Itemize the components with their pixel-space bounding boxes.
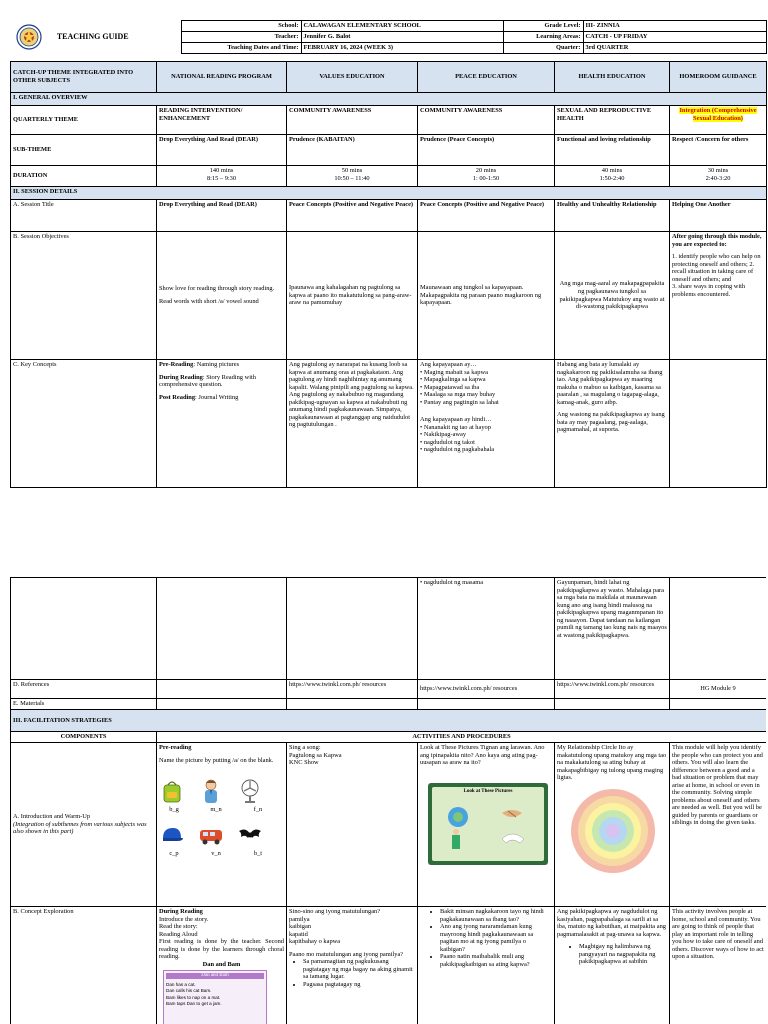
session-title-peace: Peace Concepts (Positive and Negative Peace) bbox=[418, 200, 555, 232]
deped-seal-icon bbox=[16, 24, 42, 50]
ref-peace[interactable]: https://www.twinkl.com.ph/ resources bbox=[418, 680, 555, 699]
qt-homeroom bbox=[670, 106, 767, 135]
story-card-title: Dan and Bam bbox=[166, 973, 264, 979]
intro-label-cell bbox=[11, 743, 157, 907]
ref-values[interactable]: https://www.twinkl.com.ph/ resources bbox=[287, 680, 418, 699]
van-icon bbox=[198, 822, 224, 848]
st-homeroom: Respect /Concern for others bbox=[670, 135, 767, 166]
references-label: D. References bbox=[11, 680, 157, 699]
areas-label: Learning Areas: bbox=[503, 32, 583, 43]
blank-row-1: b_g m_n f_n bbox=[169, 806, 263, 814]
concept-peace: • Bakit minsan nagkakaroon tayo ng hindi pagkakaunawaan sa ibang tao? • Ano ang iyong nararamdaman kung mayroong hindi pagkakaunawaan sa pagitan mo at ng iyong pamilya o kaibigan? • Paano natin maibabalik muli ang pakikipagkaibigan sa ating kapwa? bbox=[418, 907, 555, 1024]
dur-health: 40 mins 1:50-2:40 bbox=[555, 166, 670, 187]
continued-values bbox=[287, 578, 418, 680]
col-header-peace: PEACE EDUCATION bbox=[418, 62, 555, 93]
session-title-reading: Drop Everything and Read (DEAR) bbox=[157, 200, 287, 232]
key-concepts-health: Habang ang bata ay lumalaki ay nagkakaroon ng pakikisalamuha sa ibang tao. Ang pakikipagkapwa ay maaring makuha o mabuo sa kaibigan, kasama sa paaralan , sa magulang o tagapag-alaga, kamag-anak, guro atbp. Ang wastong na pakikipagkapwa ay isang bata ay may pagaalang, pag-aalaga, pagmamahal, at suporta. bbox=[555, 360, 670, 488]
page-1 bbox=[10, 20, 766, 508]
bag-icon bbox=[159, 778, 185, 804]
objectives-peace: Maunawaan ang tungkol sa kapayapaan. Makapagpakita ng paraan paano magkaroon ng kapayapaan. bbox=[418, 232, 555, 360]
sub-theme-label: SUB-THEME bbox=[11, 135, 157, 166]
section-session-details: II. SESSION DETAILS bbox=[11, 187, 767, 200]
session-title-health: Healthy and Unhealthy Relationship bbox=[555, 200, 670, 232]
concept-homeroom: This activity involves people at home, school and community. You are going to think of people that play an important role in telling you how to take care of oneself and others. Discover ways of how to act upon a situation. bbox=[670, 907, 767, 1024]
blank-row-2: c_p v_n b_t bbox=[169, 849, 263, 857]
components-header: COMPONENTS bbox=[11, 732, 157, 743]
quarter-value: 3rd QUARTER bbox=[583, 43, 766, 54]
objectives-reading: Show love for reading through story reading. Read words with short /a/ vowel sound bbox=[157, 232, 287, 360]
dur-reading: 140 mins 8:15 – 9:30 bbox=[157, 166, 287, 187]
session-title-values: Peace Concepts (Positive and Negative Peace) bbox=[287, 200, 418, 232]
grade-value: III- ZINNIA bbox=[583, 21, 766, 32]
duration-label: DURATION bbox=[11, 166, 157, 187]
st-values: Prudence (KABAITAN) bbox=[287, 135, 418, 166]
quarterly-theme-label: QUARTERLY THEME bbox=[11, 106, 157, 135]
section-general-overview: I. GENERAL OVERVIEW bbox=[11, 93, 767, 106]
ref-reading bbox=[157, 680, 287, 699]
areas-value: CATCH - UP FRIDAY bbox=[583, 32, 766, 43]
teacher-value: Jennifer G. Balot bbox=[301, 32, 503, 43]
concept-health: Ang pakikipagkapwa ay nagdudulot ng kasiyahan, pagpapahalaga sa sarili at sa iba, matuto ng kabutihan, at maipakita ang pagmamalasakit at pag-unawa sa kapwa. • Magbigay ng halimbawa ng pangyayari na nagpapakita ng pakikipagkapwa at sabihin bbox=[555, 907, 670, 1024]
objectives-values: Ipaunawa ang kahalagahan ng pagtulong sa kapwa at paano ito makatutulong sa pang-araw-araw na pamumuhay bbox=[287, 232, 418, 360]
session-title-homeroom: Helping One Another bbox=[670, 200, 767, 232]
qt-health: SEXUAL AND REPRODUCTIVE HEALTH bbox=[555, 106, 670, 135]
st-health: Functional and loving relationship bbox=[555, 135, 670, 166]
main-table-page1 bbox=[10, 61, 767, 488]
main-table-page2 bbox=[10, 577, 766, 1024]
page-2 bbox=[10, 577, 766, 1024]
school-label: School: bbox=[181, 21, 301, 32]
continued-reading bbox=[157, 578, 287, 680]
continued-homeroom bbox=[670, 578, 767, 680]
intro-note: (Integration of subthemes from various subjects was also shown in this part) bbox=[13, 820, 147, 836]
concept-reading: During Reading Introduce the story. Read the story: Reading Aloud First reading is done by the teacher. Second reading is done by the learners through choral reading. Dan and Bam Dan and Bam Dan has a cat. Dan calls his cat Bam. Bam likes to nap on a mat. Bam taps Dan to get a jam. bbox=[157, 907, 287, 1024]
materials-label: E. Materials bbox=[11, 699, 157, 710]
integration-highlight: Integration (Comprehensive Sexual Education) bbox=[679, 107, 757, 122]
col-header-values: VALUES EDUCATION bbox=[287, 62, 418, 93]
key-concepts-values: Ang pagtulong ay nararapat na kusang loob sa kapwa at anumang oras at pagkakataon. Ang pagtulong ay hindi naghihintay ng anumang kapalit. Walang pinipili ang pagtulong sa kapwa. Ang pagtulong ay nakabubuo ng magandang pakikipag-ugnayan sa kapwa at nakabubuti ng anumang hindi pagkakaunawaan. Simpatya, pagkakaunawaan at pagtanggap ang naidudulot ng pagtutulungan . bbox=[287, 360, 418, 488]
ref-homeroom: HG Module 9 bbox=[670, 680, 767, 699]
bat-icon bbox=[237, 822, 263, 848]
dur-peace: 20 mins 1: 00-1:50 bbox=[418, 166, 555, 187]
dates-value: FEBRUARY 16, 2024 (WEEK 3) bbox=[301, 43, 503, 54]
key-concepts-peace: Ang kapayapaan ay… • Maging mabait sa kapwa • Mapagkalinga sa kapwa • Mapagpatawad sa iba • Maalaga sa mga may buhay • Pantay ang pagtingin sa lahat Ang kapayapaan ay hindi… • Nananakit ng tao at hayop • Nakikipag-away • nagdudulot ng takot • nagdudulot ng pagkabahala bbox=[418, 360, 555, 488]
peace-pictures-image bbox=[428, 783, 548, 865]
relationship-circle-diagram bbox=[563, 788, 663, 874]
intro-homeroom: This module will help you identify the people who can protect you and others. You will also learn the difference between a good and a bad situation or problem that may arise at home, in school or even in the community. Solving simple problems about oneself and others are needed as well. But you will be guided by parents or guardians or siblings in doing the given tasks. bbox=[670, 743, 767, 907]
man-icon bbox=[198, 778, 224, 804]
header-table bbox=[10, 20, 767, 54]
cap-icon bbox=[159, 822, 185, 848]
continued-health: Gayunpaman, hindi lahat ng pakikipagkapwa ay wasto. Mahalaga para sa mga bata na makilala at maunawaan kung ano ang isang hindi malusog na pakikipagkapwa upang maganmpanan ito ng naaayon. Dapat tandaan na kailangan pumili ng tamang tao kung nais ng maayos at wastong pakikipagkapwa. bbox=[555, 578, 670, 680]
qt-reading: READING INTERVENTION/ ENHANCEMENT bbox=[157, 106, 287, 135]
intro-reading: Pre-reading Name the picture by putting /a/ on the blank. b_g m_n f_n c_p v_n b_t bbox=[157, 743, 287, 907]
objectives-health: Ang mga mag-aaral ay makapagpapakita ng pagkaunawa tungkol sa pakikipagkapwa Matutukoy ang wasto at di-wastong pakikipagkapwa bbox=[555, 232, 670, 360]
concept-values: Sino-sino ang iyong matutulungan? pamilya kaibigan kapatid kapitbahay o kapwa Paano mo matutulungan ang iyong pamilya? • Sa pamamagitan ng pagkukusang pagtatagay ng mga bagay na aking ginamit sa tamang lugar. • Pagsasa pagtatagay ng bbox=[287, 907, 418, 1024]
intro-health: My Relationship Circle Ito ay makatutulong upang matukoy ang mga tao na makakatulong sa ating buhay at makapagbibigay ng tulong upang maging ligtas. bbox=[555, 743, 670, 907]
intro-label: A. Introduction and Warm-Up bbox=[13, 813, 91, 821]
qt-peace: COMMUNITY AWARENESS bbox=[418, 106, 555, 135]
activities-header: ACTIVITIES AND PROCEDURES bbox=[157, 732, 767, 743]
guide-title: TEACHING GUIDE bbox=[56, 32, 129, 42]
teacher-label: Teacher: bbox=[181, 32, 301, 43]
dates-label: Teaching Dates and Time: bbox=[181, 43, 301, 54]
key-concepts-label: C. Key Concepts bbox=[11, 360, 157, 488]
quarter-label: Quarter: bbox=[503, 43, 583, 54]
deped-seal bbox=[10, 21, 43, 54]
st-reading: Drop Everything And Read (DEAR) bbox=[157, 135, 287, 166]
grade-label: Grade Level: bbox=[503, 21, 583, 32]
intro-peace: Look at These Pictures Tignan ang larawan. Ano ang ipinapakita nito? Ano kaya ang ating pag-uusapan sa araw na ito? Look at These Pictures bbox=[418, 743, 555, 907]
objectives-label: B. Session Objectives bbox=[11, 232, 157, 360]
ref-health[interactable]: https://www.twinkl.com.ph/ resources bbox=[555, 680, 670, 699]
col-header-health: HEALTH EDUCATION bbox=[555, 62, 670, 93]
col-header-reading: NATIONAL READING PROGRAM bbox=[157, 62, 287, 93]
picture-row-1 bbox=[159, 778, 284, 804]
objectives-homeroom: After going through this module, you are expected to: 1. identify people who can help on protecting oneself and others; 2. recall situation in taking care of oneself and others; and 3. share ways in coping with problems encountered. bbox=[670, 232, 767, 360]
continued-peace: • nagdudulot ng masama bbox=[418, 578, 555, 680]
peace-image-art bbox=[432, 795, 544, 859]
dur-homeroom: 30 mins 2:40-3:20 bbox=[670, 166, 767, 187]
key-concepts-homeroom bbox=[670, 360, 767, 488]
picture-row-2 bbox=[159, 822, 284, 848]
concept-label: B. Concept Exploration bbox=[11, 907, 157, 1024]
story-card: Dan and Bam Dan has a cat. Dan calls his cat Bam. Bam likes to nap on a mat. Bam taps Dan to get a jam. bbox=[163, 970, 267, 1024]
section-facilitation: III. FACILITATION STRATEGIES bbox=[11, 710, 767, 732]
dur-values: 50 mins 10:50 – 11:40 bbox=[287, 166, 418, 187]
story-title: Dan and Bam bbox=[202, 960, 241, 968]
col-header-homeroom: HOMEROOM GUIDANCE bbox=[670, 62, 767, 93]
fan-icon bbox=[237, 778, 263, 804]
school-value: CALAWAGAN ELEMENTARY SCHOOL bbox=[301, 21, 503, 32]
qt-values: COMMUNITY AWARENESS bbox=[287, 106, 418, 135]
continued-label bbox=[11, 578, 157, 680]
col-header-theme: CATCH-UP THEME INTEGRATED INTO OTHER SUBJECTS bbox=[11, 62, 157, 93]
intro-values: Sing a song: Pagtulong sa Kapwa KNC Show bbox=[287, 743, 418, 907]
key-concepts-reading: Pre-Reading: Naming pictures During Reading: Story Reading with comprehensive question. Post Reading: Journal Writing bbox=[157, 360, 287, 488]
session-title-label: A. Session Title bbox=[11, 200, 157, 232]
st-peace: Prudence (Peace Concepts) bbox=[418, 135, 555, 166]
peace-image-title: Look at These Pictures bbox=[463, 788, 513, 794]
